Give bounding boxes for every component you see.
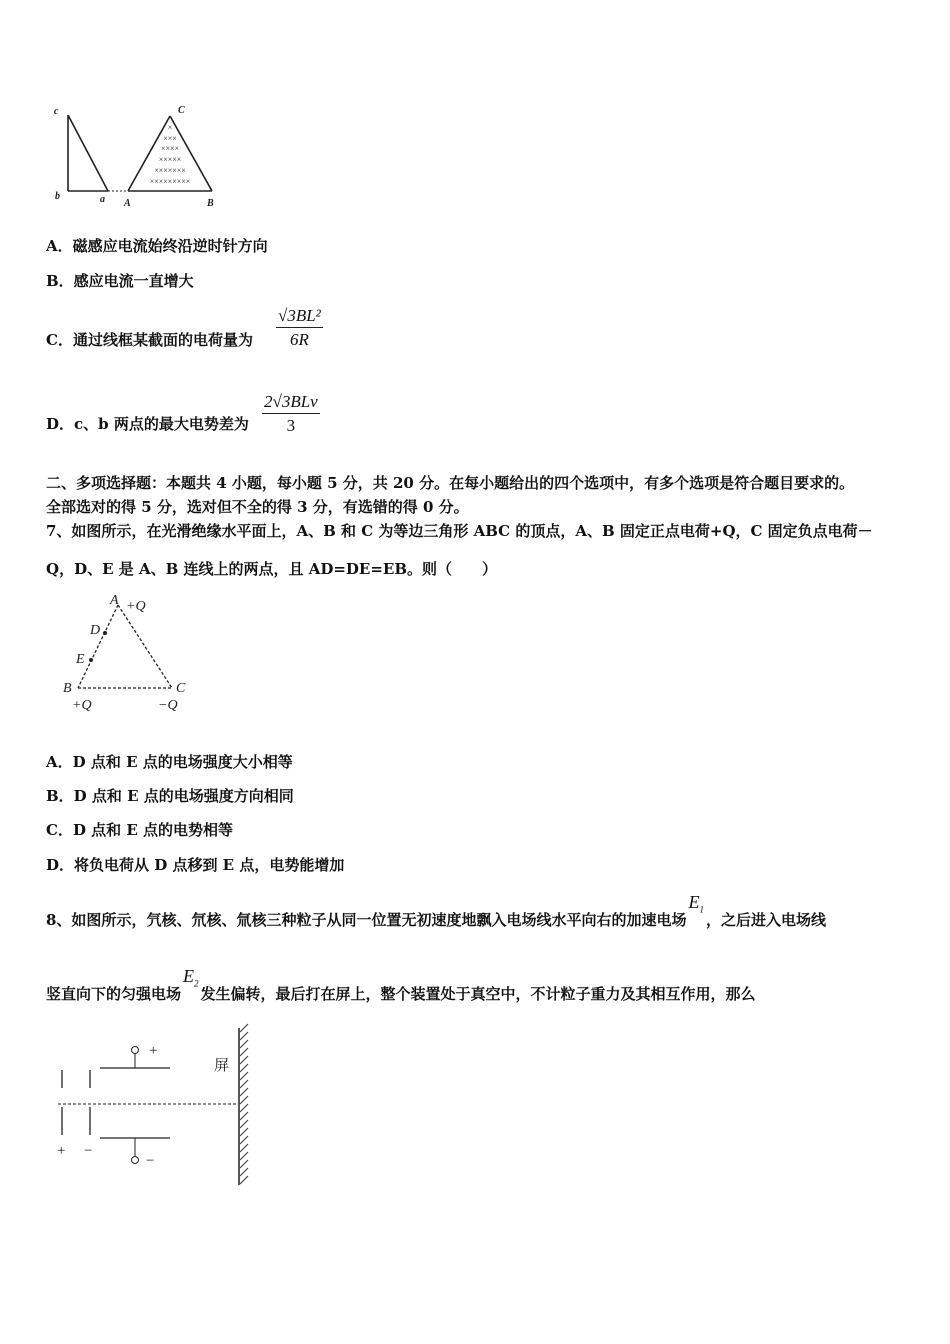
q6-option-b: B．感应电流一直增大 bbox=[46, 272, 194, 290]
charge-fraction bbox=[276, 306, 323, 350]
point-e bbox=[89, 658, 93, 662]
q6-option-d: D．c、b 两点的最大电势差为 bbox=[46, 415, 249, 433]
point-d bbox=[103, 631, 107, 635]
q8-stem-line2 bbox=[46, 966, 756, 1004]
q7-option-b: B．D 点和 E 点的电场强度方向相同 bbox=[46, 787, 294, 805]
top-plate-plus: + bbox=[149, 1043, 158, 1059]
charge-numerator: √3BL² bbox=[276, 306, 323, 328]
field-e2: $E_2$ bbox=[183, 966, 199, 989]
q6-option-c: C．通过线框某截面的电荷量为 bbox=[46, 331, 253, 349]
label-c: c bbox=[54, 106, 59, 117]
svg-text:×××××××××: ××××××××× bbox=[149, 177, 191, 186]
q7-option-c: C．D 点和 E 点的电势相等 bbox=[46, 821, 234, 839]
deflection-apparatus-figure bbox=[50, 1020, 260, 1192]
section2-heading: 二、多项选择题：本题共 4 小题，每小题 5 分，共 20 分。在每小题给出的四个选项中，有多个选项是符合题目要求的。 bbox=[46, 474, 855, 492]
svg-text:×××: ××× bbox=[163, 134, 177, 143]
label-E: E bbox=[76, 652, 85, 667]
screen-label: 屏 bbox=[214, 1058, 230, 1074]
label-C: C bbox=[176, 681, 186, 696]
potential-denominator: 3 bbox=[286, 416, 296, 435]
label-A: A bbox=[110, 593, 119, 608]
q8-line1-end: ，之后进入电场线 bbox=[705, 910, 826, 929]
label-C: C bbox=[178, 105, 185, 116]
label-B: B bbox=[207, 198, 214, 209]
q7-option-d: D．将负电荷从 D 点移到 E 点，电势能增加 bbox=[46, 856, 345, 874]
charge-denominator: 6R bbox=[289, 330, 309, 349]
label-a: a bbox=[100, 194, 105, 205]
label-D: D bbox=[90, 623, 101, 638]
section2-scoring: 全部选对的得 5 分，选对但不全的得 3 分，有选错的得 0 分。 bbox=[46, 498, 469, 516]
left-plate-minus: − bbox=[84, 1143, 93, 1159]
svg-text:××××: ×××× bbox=[160, 144, 180, 153]
q7-stem-line1: 7、如图所示，在光滑绝缘水平面上，A、B 和 C 为等边三角形 ABC 的顶点，A、B 固定正点电荷+Q，C 固定负点电荷－ bbox=[46, 522, 873, 540]
label-A: A bbox=[124, 198, 131, 209]
induction-figure bbox=[50, 100, 230, 212]
svg-text:×××××××: ××××××× bbox=[154, 166, 186, 175]
svg-text:×: × bbox=[167, 123, 173, 132]
svg-text:×××××: ××××× bbox=[158, 155, 182, 164]
q8-line2-start: 竖直向下的匀强电场 bbox=[46, 984, 182, 1003]
potential-fraction bbox=[262, 392, 320, 436]
charge-triangle-figure bbox=[58, 590, 198, 720]
label-A-charge: +Q bbox=[126, 599, 146, 614]
potential-numerator: 2√3BLv bbox=[262, 392, 320, 414]
label-b: b bbox=[55, 191, 60, 202]
q8-line2-end: 发生偏转，最后打在屏上，整个装置处于真空中，不计粒子重力及其相互作用，那么 bbox=[200, 984, 756, 1003]
label-B-charge: +Q bbox=[72, 698, 92, 713]
q7-stem-line2: Q，D、E 是 A、B 连线上的两点，且 AD=DE=EB。则（ ） bbox=[46, 560, 498, 578]
label-B: B bbox=[63, 681, 72, 696]
q8-line1-text: 8、如图所示，氕核、氘核、氚核三种粒子从同一位置无初速度地飘入电场线水平向右的加速电场 bbox=[46, 910, 687, 929]
label-C-charge: −Q bbox=[158, 698, 178, 713]
bottom-plate-minus: − bbox=[146, 1153, 155, 1169]
q8-stem-line1 bbox=[46, 892, 826, 930]
q6-option-a: A．磁感应电流始终沿逆时针方向 bbox=[46, 237, 268, 255]
q7-option-a: A．D 点和 E 点的电场强度大小相等 bbox=[46, 753, 293, 771]
left-plate-plus: + bbox=[57, 1143, 66, 1159]
field-e1: $E_1$ bbox=[688, 892, 704, 915]
